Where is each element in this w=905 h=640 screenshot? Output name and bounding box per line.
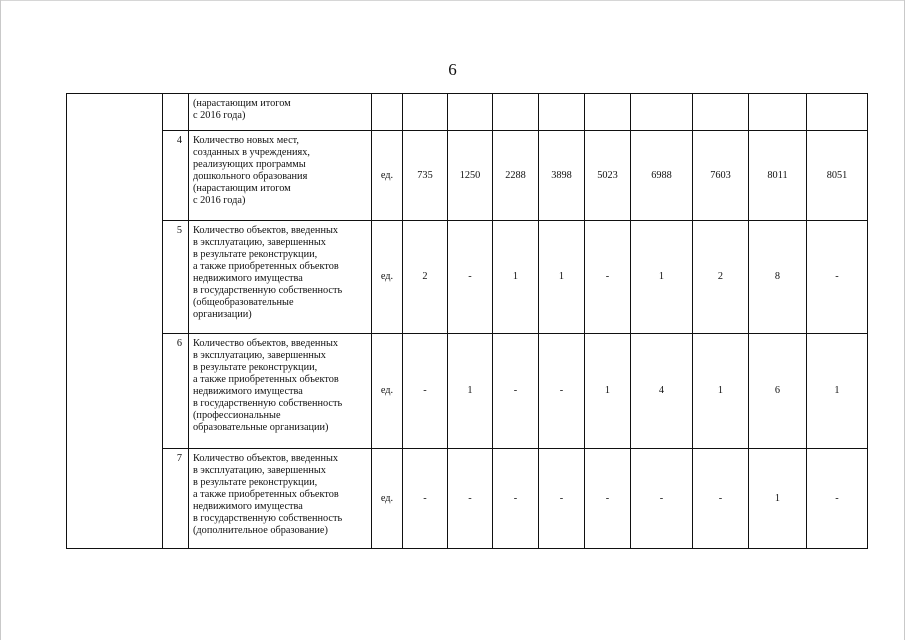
value-cell: - [403,334,448,449]
indicator-name-line: а также приобретенных объектов [193,374,339,385]
value-cell: - [631,449,693,549]
indicator-name-line: в государственную собственность [193,398,343,409]
indicator-name-line: дошкольного образования [193,171,308,182]
indicator-name-line: созданных в учреждениях, [193,147,310,158]
value-cell: 1 [631,221,693,334]
value-cell: - [807,449,868,549]
value-cell [693,94,749,131]
value-cell: 8051 [807,131,868,221]
value-cell: 1 [693,334,749,449]
value-cell: - [807,221,868,334]
merged-left-cell [67,94,163,549]
table-row-6 [67,334,868,449]
value-cell: 1 [749,449,807,549]
value-cell: 2 [693,221,749,334]
indicator-name-line: с 2016 года) [193,195,246,206]
indicator-name-line: образовательные организации) [193,422,329,433]
row-number-cell: 7 [163,449,189,549]
indicators-table [66,93,868,549]
value-cell: - [585,221,631,334]
indicator-name-line: (нарастающим итогом [193,98,291,109]
value-cell: 8 [749,221,807,334]
value-cell: - [693,449,749,549]
value-cell: - [448,221,493,334]
value-cell: 8011 [749,131,807,221]
value-cell: 2288 [493,131,539,221]
value-cell: 1250 [448,131,493,221]
scan-top-edge [0,0,905,4]
indicator-name-line: в эксплуатацию, завершенных [193,237,326,248]
table-row-4 [67,131,868,221]
indicator-name-cell [189,334,372,449]
value-cell: 1 [539,221,585,334]
indicator-name-line: Количество объектов, введенных [193,225,339,236]
value-cell: 6988 [631,131,693,221]
value-cell: - [448,449,493,549]
unit-cell: ед. [372,334,403,449]
value-cell: - [493,334,539,449]
unit-cell: ед. [372,449,403,549]
value-cell [403,94,448,131]
row-number-cell [163,94,189,131]
indicator-name-line: а также приобретенных объектов [193,261,339,272]
indicator-name-line: недвижимого имущества [193,273,303,284]
value-cell [585,94,631,131]
indicator-name-line: (нарастающим итогом [193,183,291,194]
row-number-cell: 5 [163,221,189,334]
value-cell [631,94,693,131]
value-cell: 1 [448,334,493,449]
value-cell [493,94,539,131]
value-cell: - [539,449,585,549]
indicator-name-line: с 2016 года) [193,110,246,121]
indicator-name-cell [189,94,372,131]
indicator-name-line: Количество объектов, введенных [193,453,339,464]
indicator-name-line: в государственную собственность [193,513,343,524]
indicator-name-line: (общеобразовательные [193,297,294,308]
value-cell: 6 [749,334,807,449]
row-number-cell: 6 [163,334,189,449]
value-cell: 3898 [539,131,585,221]
indicator-name-cell [189,131,372,221]
value-cell [539,94,585,131]
row-number-cell: 4 [163,131,189,221]
indicator-name-line: организации) [193,309,252,320]
indicator-name-line: (дополнительное образование) [193,525,328,536]
indicator-name-cell [189,449,372,549]
value-cell: 2 [403,221,448,334]
value-cell: 7603 [693,131,749,221]
table-row-5 [67,221,868,334]
page-number: 6 [448,60,457,79]
value-cell [807,94,868,131]
indicator-name-line: недвижимого имущества [193,386,303,397]
value-cell [749,94,807,131]
table-row-continuation [67,94,868,131]
value-cell: - [493,449,539,549]
value-cell: 1 [807,334,868,449]
indicator-name-cell [189,221,372,334]
indicator-name-line: а также приобретенных объектов [193,489,339,500]
indicator-name-line: (профессиональные [193,410,281,421]
unit-cell [372,94,403,131]
indicator-name-line: в государственную собственность [193,285,343,296]
indicator-name-line: реализующих программы [193,159,306,170]
value-cell: - [403,449,448,549]
scan-left-edge [0,0,1,640]
unit-cell: ед. [372,131,403,221]
indicator-name-line: Количество объектов, введенных [193,338,339,349]
indicator-name-line: в эксплуатацию, завершенных [193,350,326,361]
table-row-7 [67,449,868,549]
indicator-name-line: Количество новых мест, [193,135,299,146]
value-cell [448,94,493,131]
value-cell: 735 [403,131,448,221]
value-cell: 1 [493,221,539,334]
indicator-name-line: в эксплуатацию, завершенных [193,465,326,476]
indicator-name-line: в результате реконструкции, [193,362,318,373]
indicator-name-line: в результате реконструкции, [193,249,318,260]
value-cell: 1 [585,334,631,449]
value-cell: 5023 [585,131,631,221]
unit-cell: ед. [372,221,403,334]
value-cell: - [585,449,631,549]
value-cell: - [539,334,585,449]
value-cell: 4 [631,334,693,449]
indicator-name-line: в результате реконструкции, [193,477,318,488]
indicator-name-line: недвижимого имущества [193,501,303,512]
